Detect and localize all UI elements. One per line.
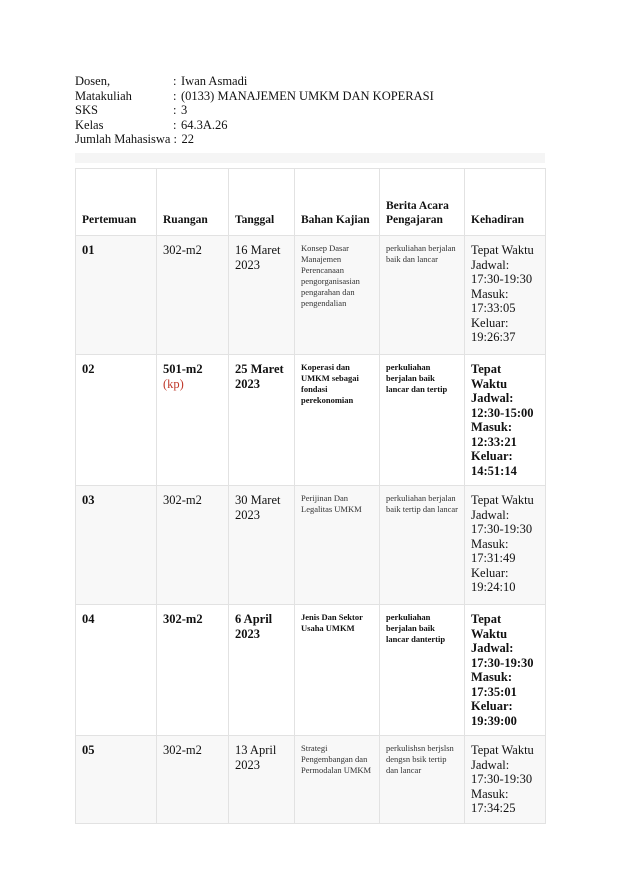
- cell-bahan-kajian: Koperasi dan UMKM sebagai fondasi perekonomian: [295, 355, 380, 486]
- ruangan-code: 302-m2: [163, 743, 202, 757]
- course-info: [75, 74, 545, 163]
- cell-tanggal: 25 Maret 2023: [229, 355, 295, 486]
- cell-kehadiran: [465, 355, 546, 486]
- cell-berita-acara: perkuliahan berjalan baik lancar dantertip: [380, 605, 465, 736]
- table-row: [76, 605, 546, 736]
- info-row-dosen: [75, 74, 545, 89]
- info-value-matakuliah: (0133) MANAJEMEN UMKM DAN KOPERASI: [181, 88, 434, 103]
- cell-kehadiran: [465, 605, 546, 736]
- ruangan-code: 302-m2: [163, 243, 202, 257]
- kehadiran-jadwal: Jadwal: 17:30-19:30: [471, 257, 533, 286]
- info-label: Kelas: [75, 117, 104, 132]
- header-ruangan: Ruangan: [157, 169, 229, 236]
- cell-kehadiran: [465, 736, 546, 824]
- cell-pertemuan: 05: [76, 736, 157, 824]
- kehadiran-masuk: Masuk: 17:35:01: [471, 670, 517, 699]
- info-row-sks: [75, 103, 545, 118]
- info-label: Matakuliah: [75, 88, 132, 103]
- kehadiran-masuk: Masuk: 17:33:05: [471, 286, 516, 315]
- kehadiran-status: Tepat Waktu: [471, 493, 534, 507]
- kehadiran-masuk: Masuk: 17:34:25: [471, 786, 516, 815]
- header-kehadiran: Kehadiran: [465, 169, 546, 236]
- info-value-dosen: Iwan Asmadi: [181, 74, 248, 88]
- info-value-jumlah: 22: [181, 132, 194, 146]
- kehadiran-keluar: Keluar: 14:51:14: [471, 449, 517, 478]
- cell-tanggal: 16 Maret 2023: [229, 236, 295, 355]
- kehadiran-masuk: Masuk: 17:31:49: [471, 536, 516, 565]
- info-row-jumlah: [75, 132, 545, 147]
- kehadiran-masuk: Masuk: 12:33:21: [471, 420, 517, 449]
- info-separator: :: [173, 132, 177, 146]
- table-row: [76, 236, 546, 355]
- info-separator: :: [173, 88, 177, 103]
- cell-tanggal: 6 April 2023: [229, 605, 295, 736]
- kehadiran-keluar: Keluar: 19:39:00: [471, 699, 517, 728]
- table-row: [76, 486, 546, 605]
- cell-tanggal: 30 Maret 2023: [229, 486, 295, 605]
- header-berita-acara: Berita Acara Pengajaran: [380, 169, 465, 236]
- ruangan-code: 302-m2: [163, 612, 203, 626]
- cell-berita-acara: perkuliahan berjalan baik dan lancar: [380, 236, 465, 355]
- cell-tanggal: 13 April 2023: [229, 736, 295, 824]
- info-separator: :: [173, 117, 177, 132]
- cell-bahan-kajian: Jenis Dan Sektor Usaha UMKM: [295, 605, 380, 736]
- info-value-kelas: 64.3A.26: [181, 117, 228, 132]
- cell-bahan-kajian: Strategi Pengembangan dan Permodalan UMKM: [295, 736, 380, 824]
- kehadiran-status: Tepat Waktu: [471, 362, 508, 391]
- ruangan-code: 501-m2: [163, 362, 203, 376]
- info-label: SKS: [75, 103, 98, 117]
- table-header-row: [76, 169, 546, 236]
- cell-kehadiran: [465, 486, 546, 605]
- cell-kehadiran: [465, 236, 546, 355]
- cell-ruangan: [157, 486, 229, 605]
- info-label: Dosen,: [75, 74, 111, 88]
- ruangan-code: 302-m2: [163, 493, 202, 507]
- info-label: Jumlah Mahasiswa: [75, 132, 171, 146]
- table-row: [76, 355, 546, 486]
- header-bahan-kajian: Bahan Kajian: [295, 169, 380, 236]
- info-separator: :: [173, 103, 177, 117]
- info-separator: :: [173, 74, 177, 88]
- cell-ruangan: [157, 355, 229, 486]
- info-row-matakuliah: [75, 89, 545, 104]
- kehadiran-keluar: Keluar: 19:24:10: [471, 565, 516, 594]
- kehadiran-jadwal: Jadwal: 17:30-19:30: [471, 757, 533, 786]
- cell-berita-acara: perkulishsn berjslsn dengsn bsik tertip dan lancar: [380, 736, 465, 824]
- cell-bahan-kajian: Perijinan Dan Legalitas UMKM: [295, 486, 380, 605]
- header-pertemuan: Pertemuan: [76, 169, 157, 236]
- cell-pertemuan: 01: [76, 236, 157, 355]
- info-row-kelas: [75, 118, 545, 133]
- kehadiran-keluar: Keluar: 19:26:37: [471, 315, 516, 344]
- kehadiran-status: Tepat Waktu: [471, 612, 508, 641]
- cell-ruangan: [157, 236, 229, 355]
- cell-berita-acara: perkuliahan berjalan baik tertip dan lancar: [380, 486, 465, 605]
- info-divider: [75, 153, 545, 163]
- table-row: [76, 736, 546, 824]
- kehadiran-status: Tepat Waktu: [471, 243, 534, 257]
- kehadiran-jadwal: Jadwal: 17:30-19:30: [471, 641, 534, 670]
- header-tanggal: Tanggal: [229, 169, 295, 236]
- cell-pertemuan: 03: [76, 486, 157, 605]
- cell-pertemuan: 02: [76, 355, 157, 486]
- kehadiran-status: Tepat Waktu: [471, 743, 534, 757]
- info-value-sks: 3: [181, 103, 188, 117]
- cell-ruangan: [157, 736, 229, 824]
- kehadiran-jadwal: Jadwal: 12:30-15:00: [471, 391, 534, 420]
- kehadiran-jadwal: Jadwal: 17:30-19:30: [471, 507, 533, 536]
- cell-pertemuan: 04: [76, 605, 157, 736]
- cell-berita-acara: perkuliahan berjalan baik lancar dan tertip: [380, 355, 465, 486]
- attendance-table: [75, 168, 546, 824]
- ruangan-kp-tag: (kp): [163, 376, 184, 391]
- cell-bahan-kajian: Konsep Dasar Manajemen Perencanaan pengorganisasian pengarahan dan pengendalian: [295, 236, 380, 355]
- cell-ruangan: [157, 605, 229, 736]
